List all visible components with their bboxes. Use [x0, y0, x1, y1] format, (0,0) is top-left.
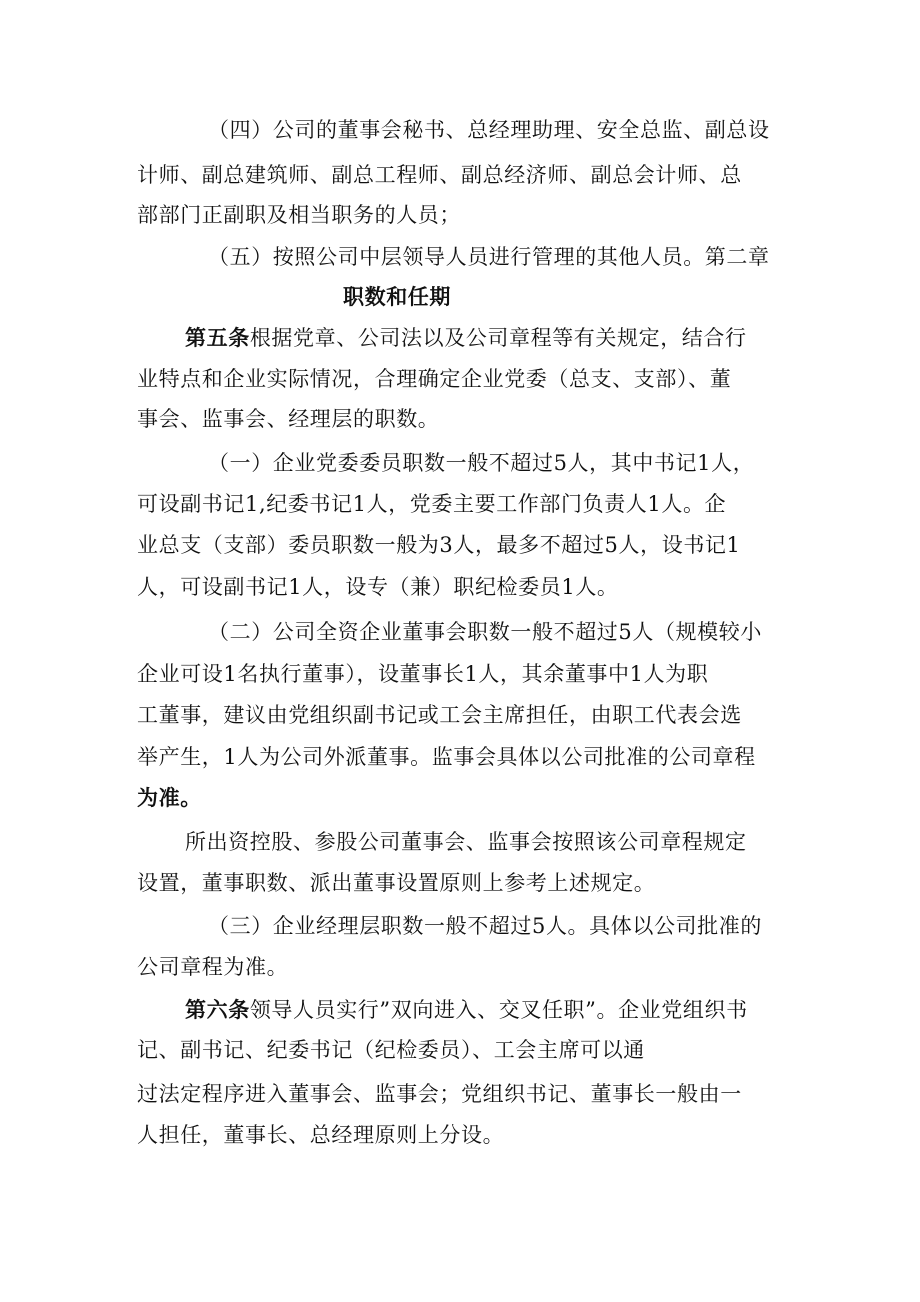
article-5-label: 第五条 — [185, 325, 250, 350]
item-1-line-3: 业总支（支部）委员职数一般为3人，最多不超过5人，设书记1 — [137, 533, 741, 557]
chapter-title: 职数和任期 — [343, 284, 451, 309]
item-1-line-2: 可设副书记1,纪委书记1人，党委主要工作部门负责人1人。企 — [137, 492, 727, 516]
item-3-line-1: （三）企业经理层职数一般不超过5人。具体以公司批准的 — [208, 914, 762, 938]
article-6-line-4: 人担任，董事长、总经理原则上分设。 — [137, 1123, 505, 1147]
article-5-line-3: 事会、监事会、经理层的职数。 — [137, 407, 440, 431]
item-1-line-4: 人，可设副书记1人，设专（兼）职纪检委员1人。 — [137, 575, 619, 599]
article-5-text: 根据党章、公司法以及公司章程等有关规定，结合行 — [249, 326, 747, 350]
article-6-line-2: 记、副书记、纪委书记（纪检委员）、工会主席可以通 — [137, 1038, 645, 1062]
item-2-line-5: 为准。 — [137, 785, 202, 810]
item-3-line-2: 公司章程为准。 — [137, 955, 289, 979]
para-subsidiary-line-2: 设置，董事职数、派出董事设置原则上参考上述规定。 — [137, 871, 656, 895]
item-2-line-2: 企业可设1名执行董事），设董事长1人，其余董事中1人为职 — [137, 662, 709, 686]
item-2-line-3: 工董事，建议由党组织副书记或工会主席担任，由职工代表会选 — [137, 703, 742, 727]
para-4-line-1: （四）公司的董事会秘书、总经理助理、安全总监、副总设 — [208, 118, 770, 142]
article-5-line-2: 业特点和企业实际情况，合理确定企业党委（总支、支部）、董 — [137, 367, 732, 391]
article-6-line-3: 过法定程序进入董事会、监事会；党组织书记、董事长一般由一 — [137, 1082, 742, 1106]
article-6-line-1 — [185, 990, 748, 1030]
para-4-line-3: 部部门正副职及相当职务的人员； — [137, 203, 461, 227]
item-1-line-1: （一）企业党委委员职数一般不超过5人，其中书记1人， — [208, 451, 755, 475]
article-5-line-1 — [185, 318, 747, 358]
para-5-line-1: （五）按照公司中层领导人员进行管理的其他人员。第二章 — [208, 245, 770, 269]
item-2-line-1: （二）公司全资企业董事会职数一般不超过5人（规模较小 — [208, 620, 762, 644]
article-6-label: 第六条 — [185, 997, 250, 1022]
para-subsidiary-line-1: 所出资控股、参股公司董事会、监事会按照该公司章程规定 — [185, 830, 747, 854]
para-4-line-2: 计师、副总建筑师、副总工程师、副总经济师、副总会计师、总 — [137, 163, 742, 187]
article-6-text: 领导人员实行”双向进入、交叉任职”。企业党组织书 — [249, 998, 748, 1022]
item-2-line-4: 举产生，1人为公司外派董事。监事会具体以公司批准的公司章程 — [137, 745, 756, 769]
